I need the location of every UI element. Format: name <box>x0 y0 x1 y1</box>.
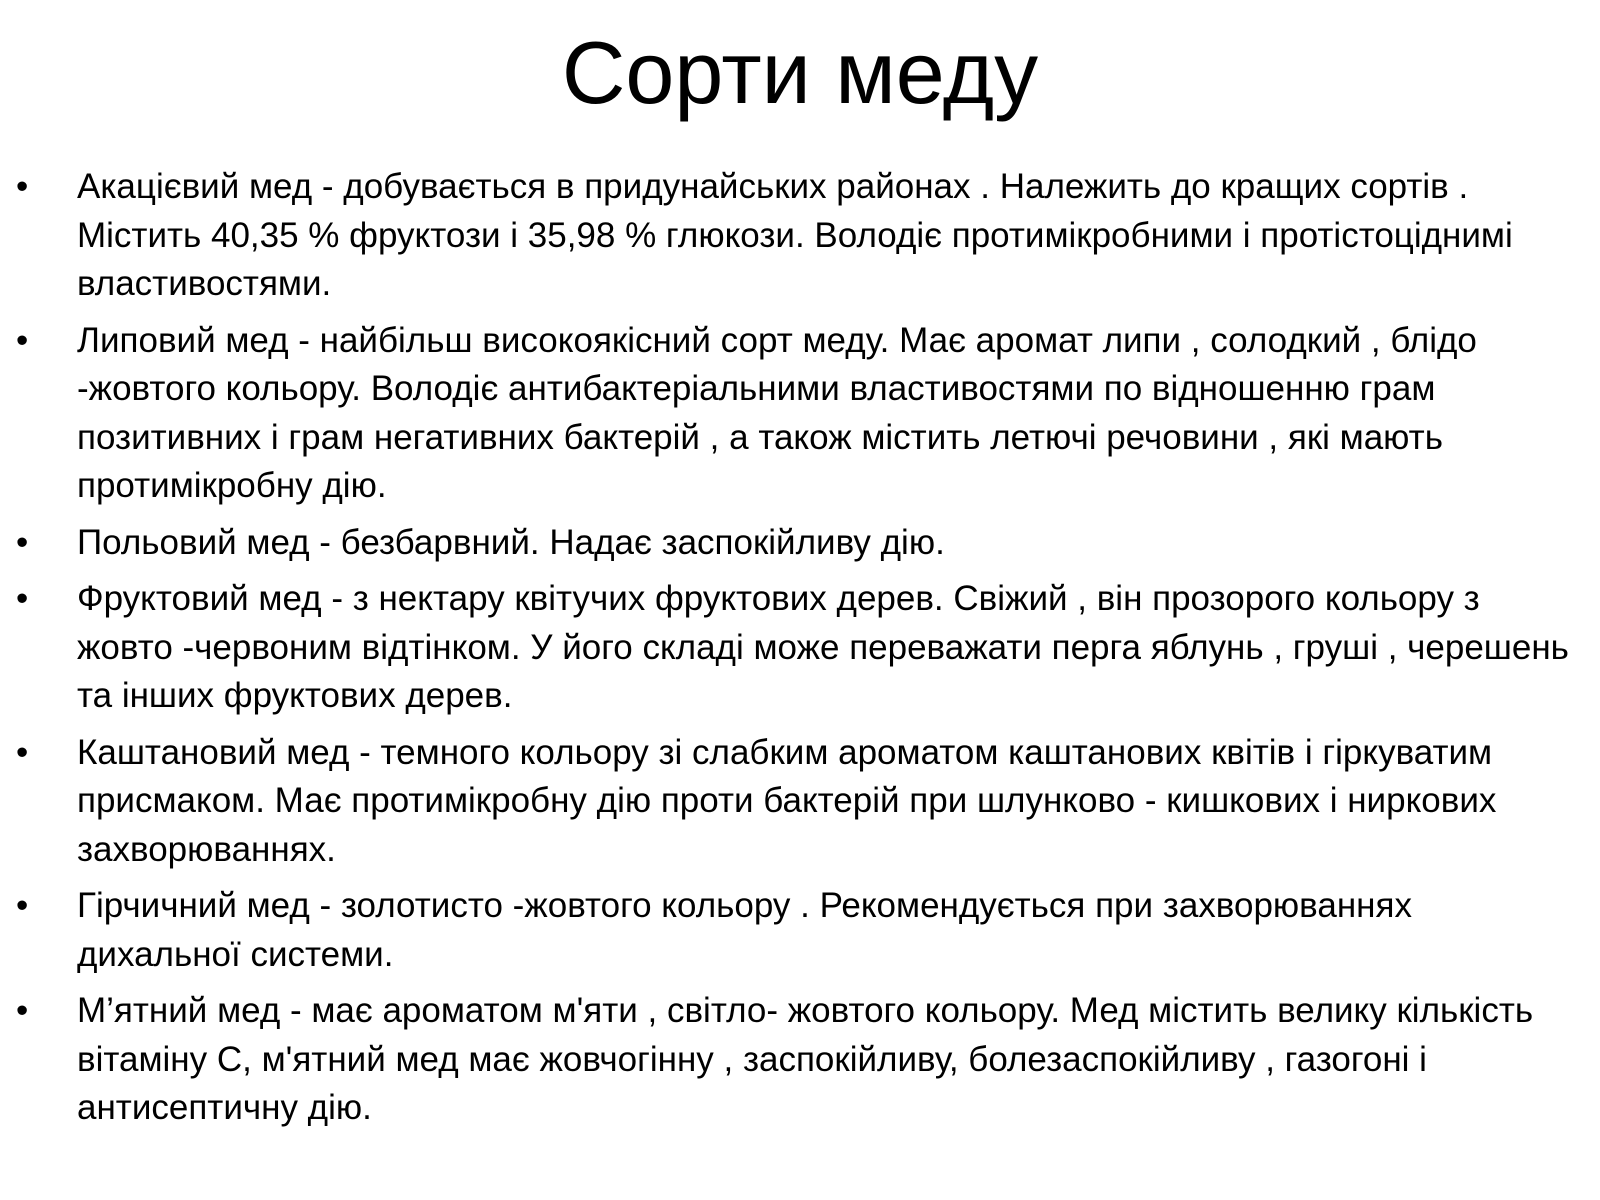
bullet-icon: • <box>16 886 29 925</box>
list-item-text: Липовий мед - найбільш високоякісний сорт меду. Має аромат липи , солодкий , блідо -жовтого кольору. Володіє антибактеріальними властивостями по відношенню грам позитивних і грам негативних бактерій , а також містить летючі речовини , які мають протимікробну дію. <box>77 320 1477 505</box>
list-item-text: Гірчичний мед - золотисто -жовтого кольору . Рекомендується при захворюваннях дихальної системи. <box>77 886 1412 974</box>
list-item-text: Польовий мед - безбарвний. Надає заспокійливу дію. <box>77 522 945 562</box>
bullet-icon: • <box>16 732 29 772</box>
list-item-mint-honey <box>0 987 1600 1133</box>
list-item-mustard-honey <box>0 882 1600 979</box>
list-item-text: Акацієвий мед - добувається в придунайських районах . Належить до кращих сортів . Містить 40,35 % фруктози і 35,98 % глюкози. Володіє протимікробними і протістоціднимі властивостями. <box>77 167 1513 303</box>
bullet-icon: • <box>16 991 29 1030</box>
list-item-linden-honey <box>0 317 1600 511</box>
list-item-field-honey <box>0 519 1600 568</box>
list-item-text: Фруктовий мед - з нектару квітучих фруктових дерев. Свіжий , він прозорого кольору з жовто -червоним відтінком. У його складі може переважати перга яблунь , груші , черешень та інших фруктових дерев. <box>77 579 1569 715</box>
list-item-fruit-honey <box>0 575 1600 721</box>
bullet-icon: • <box>16 167 29 206</box>
bullet-icon: • <box>16 579 29 618</box>
list-item-text: Каштановий мед - темного кольору зі слабким ароматом каштанових квітів і гіркуватим присмаком. Має протимікробну дію проти бактерій при шлунково - кишкових і ниркових захворюваннях. <box>77 732 1497 869</box>
bullet-list <box>0 163 1600 1141</box>
list-item-text: М’ятний мед - має ароматом м'яти , світло- жовтого кольору. Мед містить велику кількість вітаміну С, м'ятний мед має жовчогінну , заспокійливу, болезаспокійливу , газогоні і антисептичну дію. <box>77 991 1534 1127</box>
list-item-chestnut-honey <box>0 729 1600 875</box>
bullet-icon: • <box>16 320 29 360</box>
bullet-icon: • <box>16 522 29 562</box>
slide-title: Сорти меду <box>561 23 1039 122</box>
list-item-acacia-honey <box>0 163 1600 309</box>
